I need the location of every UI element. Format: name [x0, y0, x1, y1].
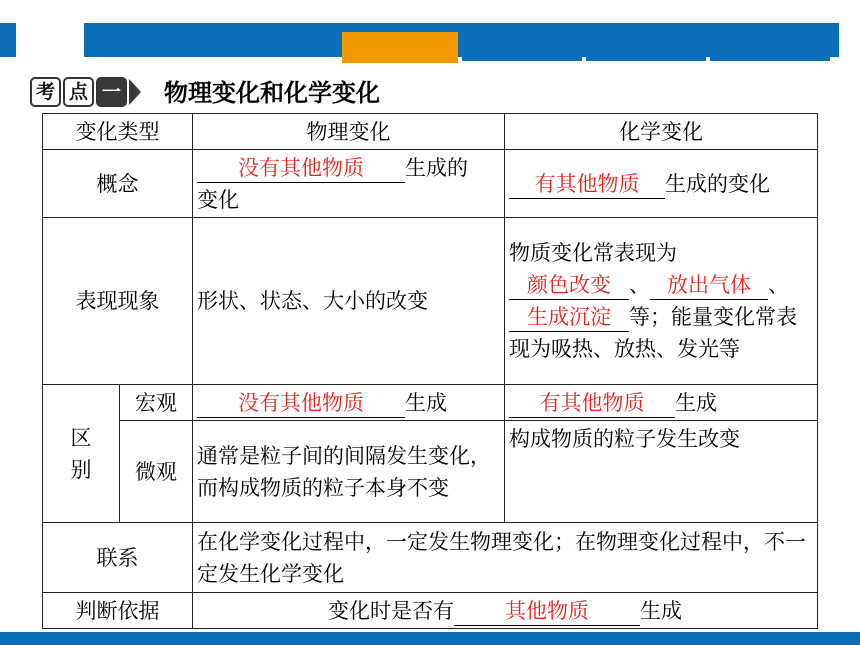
macro-chemical-cell — [505, 385, 818, 421]
footer-bar — [0, 632, 860, 645]
phenomena-physical-cell: 形状、状态、大小的改变 — [193, 218, 505, 385]
table-row-phenomena — [43, 218, 818, 385]
cell-text: 变化 — [197, 187, 239, 212]
answer-blank: 颜色改变 — [509, 271, 629, 300]
cell-text: 生成的 — [405, 155, 468, 180]
comparison-table — [42, 113, 818, 629]
answer-blank: 生成沉淀 — [509, 303, 629, 332]
table-header-row — [43, 114, 818, 150]
macro-physical-cell — [193, 385, 505, 421]
badge-char: 考 — [30, 77, 61, 107]
header-cell-physical: 物理变化 — [193, 114, 505, 150]
cell-text: 变化时是否有 — [328, 598, 454, 623]
answer-blank: 有其他物质 — [509, 170, 665, 199]
relation-cell: 在化学变化过程中，一定发生物理变化；在物理变化过程中，不一定发生化学变化 — [193, 523, 818, 593]
micro-chemical-cell: 构成物质的粒子发生改变 — [505, 421, 818, 523]
answer-blank: 没有其他物质 — [197, 154, 405, 183]
table-row-relation — [43, 523, 818, 593]
section-title: 物理变化和化学变化 — [164, 78, 380, 107]
micro-physical-cell: 通常是粒子间的间隔发生变化，而构成物质的粒子本身不变 — [193, 421, 505, 523]
header-bar-segment — [710, 32, 830, 61]
cell-text: 、 — [768, 273, 789, 297]
concept-physical-cell — [193, 150, 505, 218]
header-cell-type: 变化类型 — [43, 114, 193, 150]
cell-text: 生成的变化 — [665, 171, 770, 196]
table-row-macro — [43, 385, 818, 421]
cell-text: 生成 — [405, 390, 447, 415]
cell-text: 等；能量变化常表现为吸热、放热、发光等 — [509, 305, 797, 361]
answer-blank: 其他物质 — [454, 597, 640, 626]
table-row-micro — [43, 421, 818, 523]
row-label-difference — [43, 385, 120, 523]
header-bar-segment — [462, 32, 582, 61]
cell-text: 生成 — [675, 390, 717, 415]
row-label-concept: 概念 — [43, 150, 193, 218]
table-row-concept — [43, 150, 818, 218]
phenomena-chemical-cell — [505, 218, 818, 385]
sub-label-macro: 宏观 — [120, 385, 193, 421]
badge-arrow-icon — [129, 79, 141, 105]
answer-blank: 有其他物质 — [509, 389, 675, 418]
header-bar-segment — [586, 32, 706, 61]
badge-char: 点 — [63, 77, 94, 107]
header-bar-orange — [342, 32, 458, 63]
cell-text: 生成 — [640, 598, 682, 623]
header-cell-chemical: 化学变化 — [505, 114, 818, 150]
header-bar-left — [0, 23, 16, 57]
sub-label-micro: 微观 — [120, 421, 193, 523]
cell-text: 物质变化常表现为 — [509, 241, 677, 265]
section-badge — [30, 77, 141, 107]
answer-blank: 放出气体 — [650, 271, 768, 300]
row-label-phenomena: 表现现象 — [43, 218, 193, 385]
cell-text: 、 — [629, 273, 650, 297]
row-label-relation: 联系 — [43, 523, 193, 593]
answer-blank: 没有其他物质 — [197, 389, 405, 418]
table-row-criterion — [43, 593, 818, 629]
criterion-cell — [193, 593, 818, 629]
row-label-criterion: 判断依据 — [43, 593, 193, 629]
badge-char: 一 — [96, 77, 127, 107]
difference-label: 区别 — [70, 425, 92, 482]
concept-chemical-cell — [505, 150, 818, 218]
